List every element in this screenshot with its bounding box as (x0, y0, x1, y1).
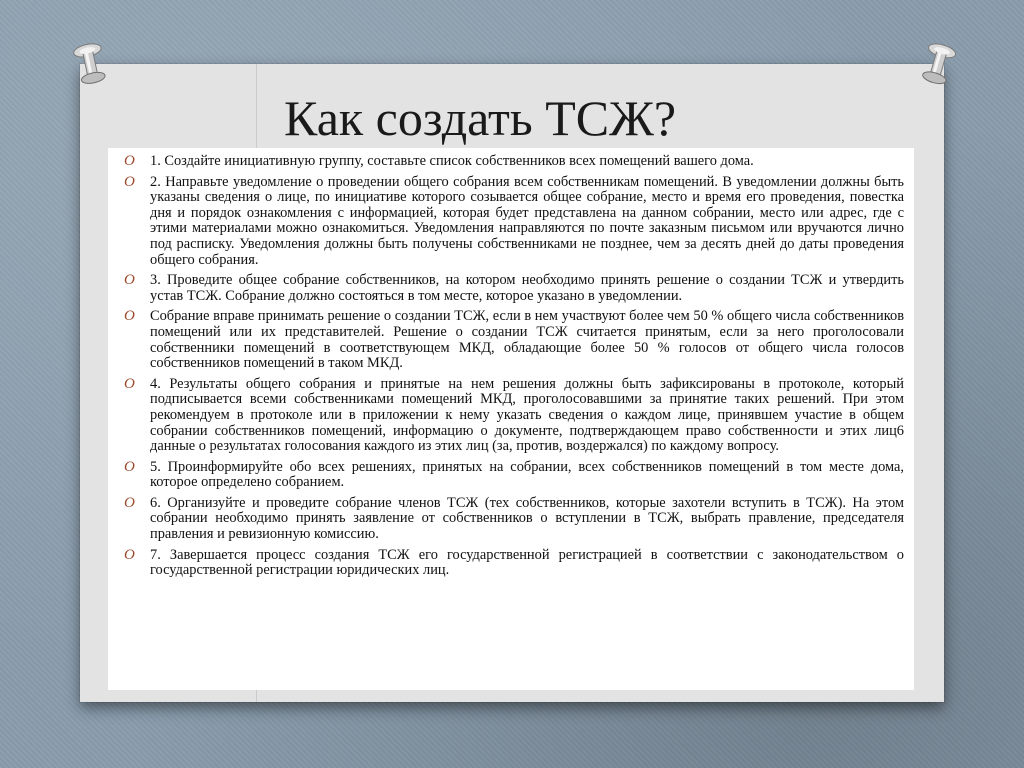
item-text: 1. Создайте инициативную группу, составьте список собственников всех помещений вашего дома. (150, 153, 754, 169)
bullet-icon: O (124, 375, 135, 392)
list-item (118, 460, 904, 491)
bullet-icon: O (124, 458, 135, 475)
list-item (118, 309, 904, 371)
content-box (108, 148, 914, 690)
item-text: 5. Проинформируйте обо всех решениях, принятых на собрании, всех собственников помещений в том месте дома, которое определено собранием. (150, 458, 904, 491)
slide-title: Как создать ТСЖ? (284, 90, 677, 146)
bullet-icon: O (124, 546, 135, 563)
list-item (118, 175, 904, 269)
item-text: Собрание вправе принимать решение о создании ТСЖ, если в нем участвуют более чем 50 % общего числа собственников помещений или их представителей. Решение о создании ТСЖ считается принятым, если за него проголосовали собственники помещений в соответствующем МКД, обладающие более 50 % голосов от общего числа голосов собственников помещений в таком МКД. (150, 308, 904, 372)
list-item (118, 377, 904, 455)
bullet-icon: O (124, 308, 135, 325)
item-text: 3. Проведите общее собрание собственников, на котором необходимо принять решение о создании ТСЖ и утвердить устав ТСЖ. Собрание должно состояться в том месте, которое указано в уведомлении. (150, 272, 904, 304)
list-item (118, 273, 904, 304)
item-text: 7. Завершается процесс создания ТСЖ его государственной регистрацией в соответствии с законодательством о государственной регистрации юридических лиц. (150, 546, 904, 579)
bullet-icon: O (124, 272, 135, 289)
item-text: 6. Организуйте и проведите собрание членов ТСЖ (тех собственников, которые захотели вступить в ТСЖ). На этом собрании необходимо принять заявление от собственников о вступлении в ТСЖ, выбрать правление, председателя правления и ревизионную комиссию. (150, 494, 904, 543)
list-item (118, 548, 904, 579)
pushpin-icon (64, 36, 120, 108)
list-item (118, 154, 904, 170)
item-text: 4. Результаты общего собрания и принятые на нем решения должны быть зафиксированы в протоколе, который подписывается всеми собственниками помещений МКД, проголосовавшими за принятие таких решений. При этом рекомендуем в протоколе или в приложении к нему указать сведения о каждом лице, принявшем участие в общем собрании собственников помещений, информацию о документе, подтверждающем право собственности и этих лиц6 данные о результатах голосования каждого из этих лиц (за, против, воздержался) по каждому вопросу. (150, 375, 904, 455)
bullet-list (118, 154, 904, 579)
list-item (118, 496, 904, 543)
bullet-icon: O (124, 494, 135, 511)
bullet-icon: O (124, 153, 135, 169)
bullet-icon: O (124, 173, 135, 190)
item-text: 2. Направьте уведомление о проведении общего собрания всем собственникам помещений. В уведомлении должны быть указаны сведения о лице, по инициативе которого созывается общее собрание, место и время его проведения, повестка дня и порядок ознакомления с информацией, которая будет представлена на данном собрании, место или адрес, где с этими материалами можно ознакомиться. Уведомления направляются по почте заказным письмом или вручаются лично под расписку. Уведомления должны быть получены собственниками не позднее, чем за десять дней до даты проведения общего собрания. (150, 173, 904, 268)
